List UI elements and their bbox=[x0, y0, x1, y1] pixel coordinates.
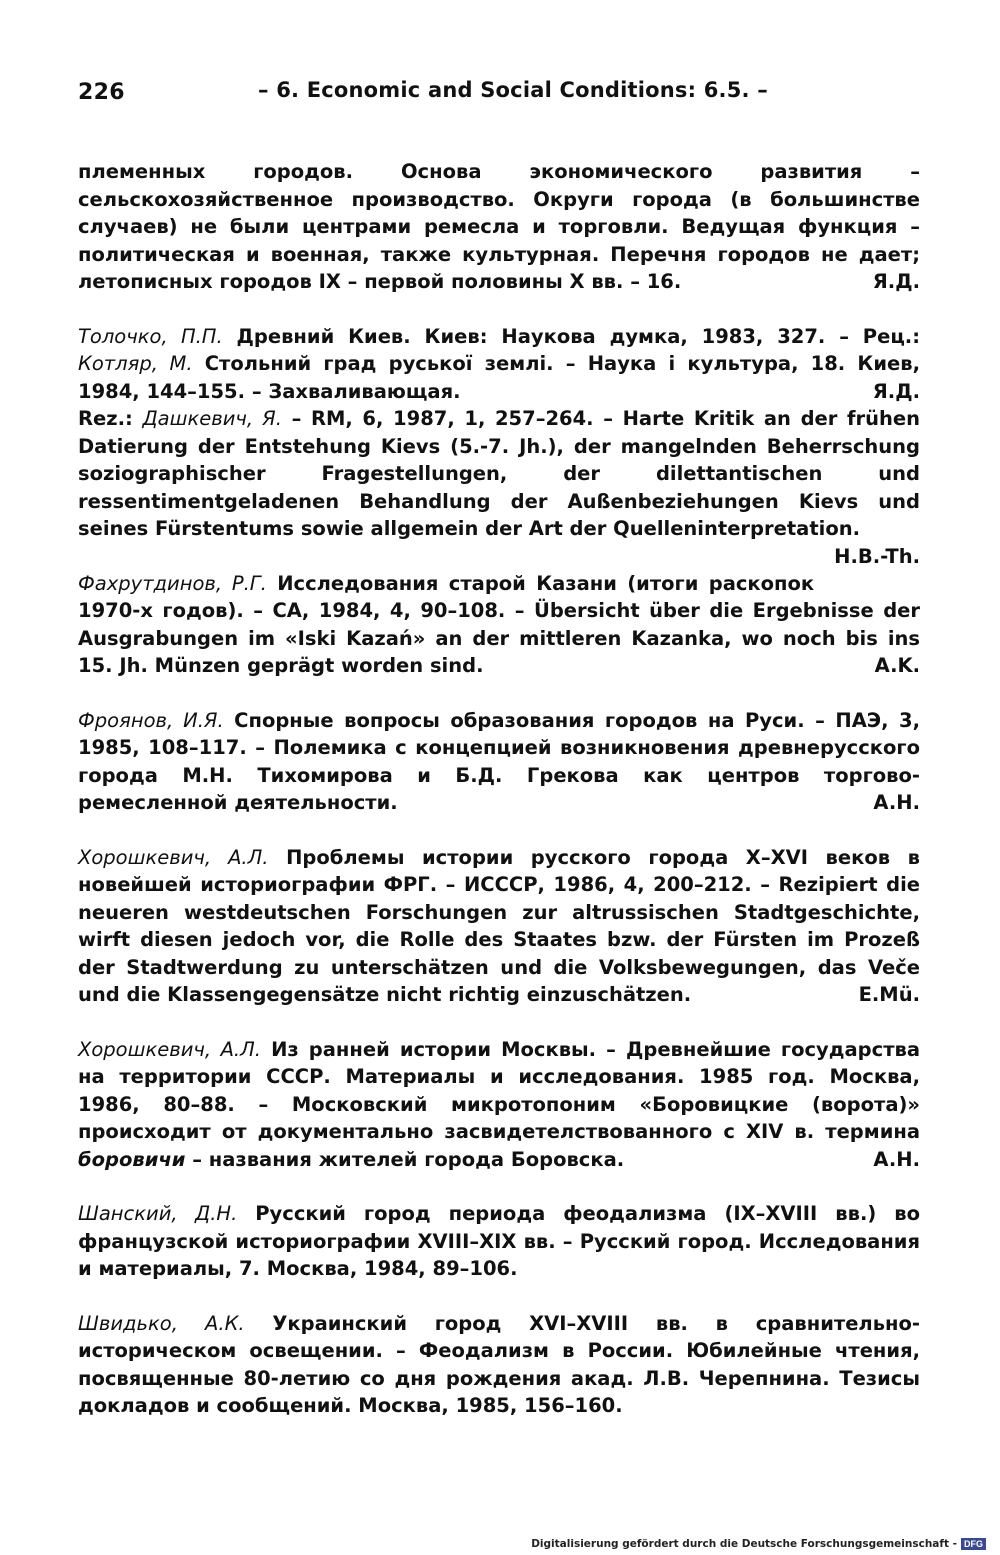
reviewer-initials: Я.Д. bbox=[872, 270, 920, 293]
entry-body: Спорные вопросы образования городов на Руси. – ПАЭ, 3, 1985, 108–117. – Полемика с концепцией возникновения древнерусского города М.Н. Тихомирова и Б.Д. Грекова как центров торгово-ремесленной деятельности. bbox=[78, 708, 920, 814]
reviewer-initials: H.B.-Th. bbox=[834, 544, 920, 568]
entry-text bbox=[78, 158, 920, 296]
entry-tolochko bbox=[78, 323, 920, 568]
entry-author: Хорошкевич, А.Л. bbox=[78, 1037, 261, 1061]
entry-body-2: – названия жителей города Боровска. bbox=[185, 1147, 625, 1171]
entry-shvidko bbox=[78, 1310, 920, 1420]
entry-shansky bbox=[78, 1200, 920, 1283]
entry-continuation bbox=[78, 158, 920, 296]
entry-author: Хорошкевич, А.Л. bbox=[78, 845, 269, 869]
bibliography-body bbox=[78, 158, 920, 1447]
review-author: Котляр, М. bbox=[78, 352, 193, 375]
entry-author: Шанский, Д.Н. bbox=[78, 1202, 238, 1225]
reviewer-initials: A.H. bbox=[873, 1147, 920, 1171]
page-number: 226 bbox=[78, 80, 125, 105]
entry-text bbox=[78, 570, 920, 680]
reviewer-initials: A.H. bbox=[873, 791, 920, 814]
entry-froyanov bbox=[78, 707, 920, 817]
credit-text: Digitalisierung gefördert durch die Deutsche Forschungsgemeinschaft - bbox=[531, 1538, 957, 1550]
italic-term: боровичи bbox=[78, 1147, 186, 1171]
entry-text bbox=[78, 1036, 920, 1174]
review-body: – RM, 6, 1987, 1, 257–264. – Harte Kritik an der frühen Datierung der Entstehung Kievs (5.-7. Jh.), der mangelnden Beherrschung soziographischer Fragestellungen, der dilettantischen und ressentimentgeladenen Behandlung der Außenbeziehungen Kievs und seines Fürstentums sowie allgemein der Art der Quelleninterpretation. bbox=[78, 407, 920, 540]
entry-body-2: Стольний град руськоï землі. – Наука і культура, 18. Киев, 1984, 144–155. – Захваливающая. bbox=[78, 352, 920, 403]
digitization-credit bbox=[531, 1538, 986, 1550]
entry-body: Русский город периода феодализма (IX–XVIII вв.) во французской историографии XVIII–XIX вв. – Русский город. Исследования и материалы, 7. Москва, 1984, 89–106. bbox=[78, 1202, 920, 1280]
entry-body: Украинский город XVI–XVIII вв. в сравнительно-историческом освещении. – Феодализм в России. Юбилейные чтения, посвященные 80-летию со дня рождения акад. Л.В. Черепнина. Тезисы докладов и сообщений. Москва, 1985, 156–160. bbox=[78, 1311, 920, 1417]
entry-text bbox=[78, 844, 920, 1009]
review-prefix: Rez.: bbox=[78, 407, 143, 430]
entry-fakhrutdinov bbox=[78, 570, 920, 680]
entry-author: Швидько, А.К. bbox=[78, 1311, 245, 1335]
entry-khoroshkevich-2 bbox=[78, 1036, 920, 1174]
entry-text bbox=[78, 707, 920, 817]
entry-text bbox=[78, 1310, 920, 1420]
entry-body: Проблемы истории русского города X–XVI веков в новейшей историографии ФРГ. – ИСССР, 1986, 4, 200–212. – Rezipiert die neueren westdeutschen Forschungen zur altrussischen Stadtgeschichte, wirft diesen jedoch vor, die Rolle des Staates bzw. der Fürsten im Prozeß der Stadtwerdung zu unterschätzen und die Volksbewegungen, das Veče und die Klassengegensätze nicht richtig einzuschätzen. bbox=[78, 845, 921, 1006]
entry-author: Фроянов, И.Я. bbox=[78, 708, 224, 732]
review-author: Дашкевич, Я. bbox=[142, 407, 282, 430]
entry-body: племенных городов. Основа экономического развития – сельскохозяйственное производство. Округи города (в большинстве случаев) не были центрами ремесла и торговли. Ведущая функция – политическая и военная, также культурная. Перечня городов не дает; летописных городов IX – первой половины X вв. – 16. bbox=[78, 160, 920, 293]
entry-text bbox=[78, 323, 920, 406]
entry-body: Исследования старой Казани (итоги раскопок 1970-х годов). – СА, 1984, 4, 90–108. – Übersicht über die Ergebnisse der Ausgrabungen im «Iski Kazań» an der mittleren Kazanka, wo noch bis ins 15. Jh. Münzen geprägt worden sind. bbox=[78, 571, 920, 677]
entry-body: Из ранней истории Москвы. – Древнейшие государства на территории СССР. Материалы и исследования. 1985 год. Москва, 1986, 80–88. – Московский микротопоним «Боровицкие (ворота)» происходит от документально засвидетелствованного с XIV в. термина bbox=[78, 1037, 920, 1143]
reviewer-initials: E.Mü. bbox=[858, 983, 920, 1006]
entry-review bbox=[78, 405, 920, 568]
entry-khoroshkevich-1 bbox=[78, 844, 920, 1009]
entry-body: Древний Киев. Киев: Наукова думка, 1983, 327. – Рец.: bbox=[222, 324, 920, 348]
reviewer-initials: Я.Д. bbox=[872, 379, 920, 403]
entry-text bbox=[78, 1200, 920, 1283]
reviewer-initials: A.K. bbox=[874, 654, 920, 677]
entry-author: Толочко, П.П. bbox=[78, 324, 223, 348]
dfg-logo-icon: DFG bbox=[961, 1538, 986, 1550]
running-head: – 6. Economic and Social Conditions: 6.5. – bbox=[258, 78, 768, 102]
entry-author: Фахрутдинов, Р.Г. bbox=[78, 571, 267, 595]
